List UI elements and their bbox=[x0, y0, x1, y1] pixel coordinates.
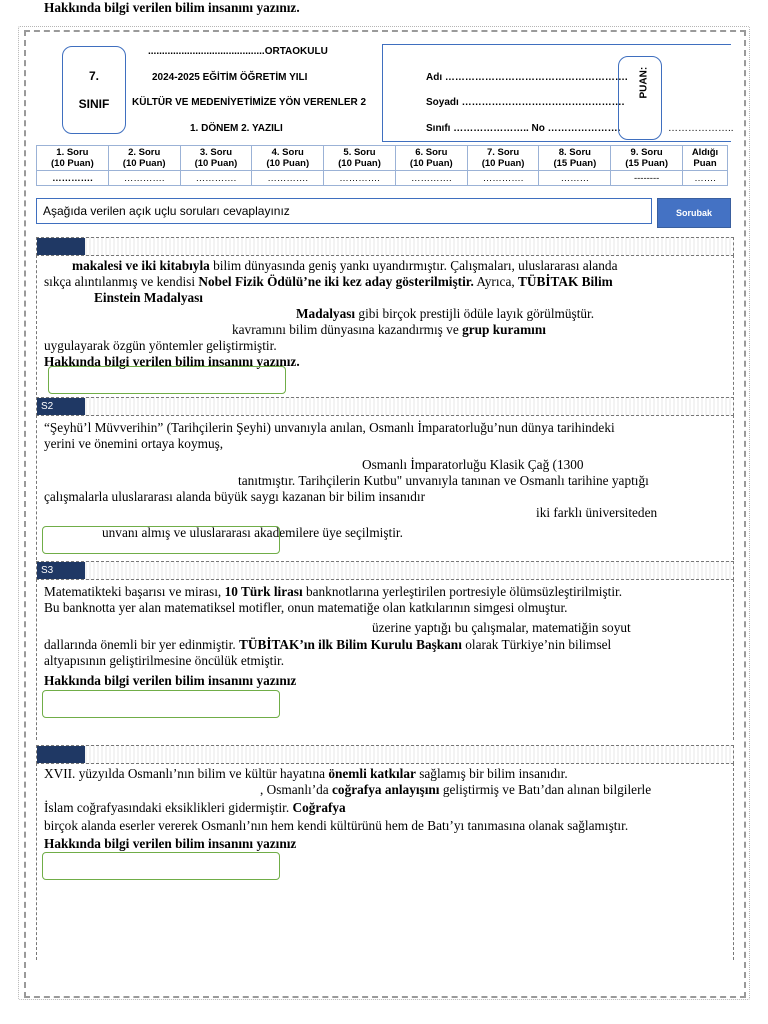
question-text-line: makalesi ve iki kitabıyla bilim dünyasında geniş yankı uyandırmıştır. Çalışmaları, uluslararası alanda bbox=[72, 258, 618, 273]
grade-word: SINIF bbox=[78, 97, 110, 111]
question-text-line: çalışmalarla uluslararası alanda büyük saygı kazanan bir bilim insanıdır bbox=[44, 489, 426, 504]
question-text-line: Madalyası gibi birçok prestijli ödüle layık görülmüştür. bbox=[296, 306, 595, 321]
score-table bbox=[36, 145, 728, 186]
score-header-cell: 6. Soru (10 Puan) bbox=[395, 146, 467, 171]
score-cell[interactable]: ……… bbox=[539, 171, 611, 186]
score-header-cell: 1. Soru (10 Puan) bbox=[37, 146, 109, 171]
answer-box[interactable] bbox=[42, 526, 280, 554]
score-cell[interactable]: …………. bbox=[180, 171, 252, 186]
score-header-cell: 4. Soru (10 Puan) bbox=[252, 146, 324, 171]
question-text-line: unvanı almış ve uluslararası akademilere üye seçilmiştir. bbox=[102, 525, 403, 540]
answer-box[interactable] bbox=[42, 690, 280, 718]
question-text-line: Hakkında bilgi verilen bilim insanını yazınız bbox=[44, 673, 297, 688]
question-text-line: uygulayarak özgün yöntemler geliştirmiştir. bbox=[44, 338, 277, 353]
score-header-cell: 5. Soru (10 Puan) bbox=[324, 146, 396, 171]
instruction-box: Aşağıda verilen açık uçlu soruları cevaplayınız bbox=[36, 198, 652, 224]
question-tag: S3 bbox=[37, 562, 85, 579]
school-name: ..........................................ORTAOKULU bbox=[148, 46, 328, 57]
question-tag bbox=[37, 238, 85, 255]
question-bar-4 bbox=[36, 745, 734, 764]
question-text-line: Osmanlı İmparatorluğu Klasik Çağ (1300 bbox=[362, 457, 584, 472]
grade-number: 7. bbox=[88, 69, 99, 83]
score-header-cell: 2. Soru (10 Puan) bbox=[108, 146, 180, 171]
question-text-line: yerini ve önemini ortaya koymuş, bbox=[44, 436, 224, 451]
question-text-line: Bu banknotta yer alan matematiksel motifler, onun matematiğe olan katkılarının simgesi olmuştur. bbox=[44, 600, 568, 615]
exam-name: 1. DÖNEM 2. YAZILI bbox=[190, 123, 283, 134]
question-bar-2 bbox=[36, 397, 734, 416]
question-text-line: Hakkında bilgi verilen bilim insanını yazınız. bbox=[44, 354, 300, 369]
answer-box[interactable] bbox=[42, 852, 280, 880]
question-tag: S2 bbox=[37, 398, 85, 415]
score-cell[interactable]: …………. bbox=[37, 171, 109, 186]
score-cell[interactable]: ……. bbox=[683, 171, 728, 186]
score-header-cell: 7. Soru (10 Puan) bbox=[467, 146, 539, 171]
question-tag bbox=[37, 746, 85, 763]
question-bar-1 bbox=[36, 237, 734, 256]
question-text-line: Matematikteki başarısı ve mirası, 10 Türk lirası banknotlarına yerleştirilen portresiyle ölümsüzleştirilmiştir. bbox=[44, 584, 623, 599]
score-header-cell: 8. Soru (15 Puan) bbox=[539, 146, 611, 171]
score-cell[interactable]: -------- bbox=[611, 171, 683, 186]
question-text-line: dallarında önemli bir yer edinmiştir. TÜBİTAK’ın ilk Bilim Kurulu Başkanı olarak Türkiye’nin bilimsel bbox=[44, 637, 612, 652]
question-text-line: tanıtmıştır. Tarihçilerin Kutbu" unvanıyla tanınan ve Osmanlı tarihine yaptığı bbox=[238, 473, 649, 488]
score-header-cell: 9. Soru (15 Puan) bbox=[611, 146, 683, 171]
question-text-line: İslam coğrafyasındaki eksiklikleri gidermiştir. Coğrafya bbox=[44, 800, 346, 815]
answer-box[interactable] bbox=[48, 366, 286, 394]
question-text-line: XVII. yüzyılda Osmanlı’nın bilim ve kültür hayatına önemli katkılar sağlamış bir bilim insanıdır. bbox=[44, 766, 568, 781]
score-dots: ……………….. bbox=[668, 123, 734, 134]
question-text-line: Einstein Madalyası bbox=[94, 290, 203, 305]
score-cell[interactable]: …………. bbox=[395, 171, 467, 186]
sorubak-button[interactable]: Sorubak bbox=[657, 198, 731, 228]
surname-field[interactable]: Soyadı …………………………………………. bbox=[426, 97, 625, 108]
score-header-cell: 3. Soru (10 Puan) bbox=[180, 146, 252, 171]
score-cell[interactable]: …………. bbox=[108, 171, 180, 186]
score-cell[interactable]: …………. bbox=[252, 171, 324, 186]
question-text-line: birçok alanda eserler vererek Osmanlı’nın hem kendi kültürünü hem de Batı’yı tanımasına olanak sağlamıştır. bbox=[44, 818, 629, 833]
score-label: PUAN: bbox=[638, 66, 650, 99]
question-bar-3 bbox=[36, 561, 734, 580]
question-text-line: altyapısının geliştirilmesine öncülük etmiştir. bbox=[44, 653, 285, 668]
question-text-line: üzerine yaptığı bu çalışmalar, matematiğin soyut bbox=[372, 620, 631, 635]
school-year: 2024-2025 EĞİTİM ÖĞRETİM YILI bbox=[152, 72, 308, 83]
question-text-line: “Şeyhü’l Müvverihin” (Tarihçilerin Şeyhi) unvanıyla anılan, Osmanlı İmparatorluğu’nun dünya tarihindeki bbox=[44, 420, 615, 435]
question-text-line: , Osmanlı’da coğrafya anlayışını geliştirmiş ve Batı’dan alınan bilgilerle bbox=[260, 782, 652, 797]
question-text-line: kavramını bilim dünyasına kazandırmış ve grup kuramını bbox=[232, 322, 546, 337]
question-text-line: iki farklı üniversiteden bbox=[536, 505, 658, 520]
question-text-line: Hakkında bilgi verilen bilim insanını yazınız bbox=[44, 836, 297, 851]
score-cell[interactable]: …………. bbox=[324, 171, 396, 186]
class-number-field[interactable]: Sınıfı ………………….. No …………………. bbox=[426, 123, 621, 134]
class-box bbox=[62, 46, 126, 134]
score-header-cell: Aldığı Puan bbox=[683, 146, 728, 171]
question-text-line: sıkça alıntılanmış ve kendisi Nobel Fizik Ödülü’ne iki kez aday gösterilmiştir. Ayrıca, TÜBİTAK Bilim bbox=[44, 274, 613, 289]
question-text-line: Hakkında bilgi verilen bilim insanını yazınız. bbox=[44, 0, 300, 15]
course-name: KÜLTÜR VE MEDENİYETİMİZE YÖN VERENLER 2 bbox=[132, 97, 367, 108]
name-field[interactable]: Adı ………………………………………………. bbox=[426, 72, 628, 83]
score-cell[interactable]: …………. bbox=[467, 171, 539, 186]
